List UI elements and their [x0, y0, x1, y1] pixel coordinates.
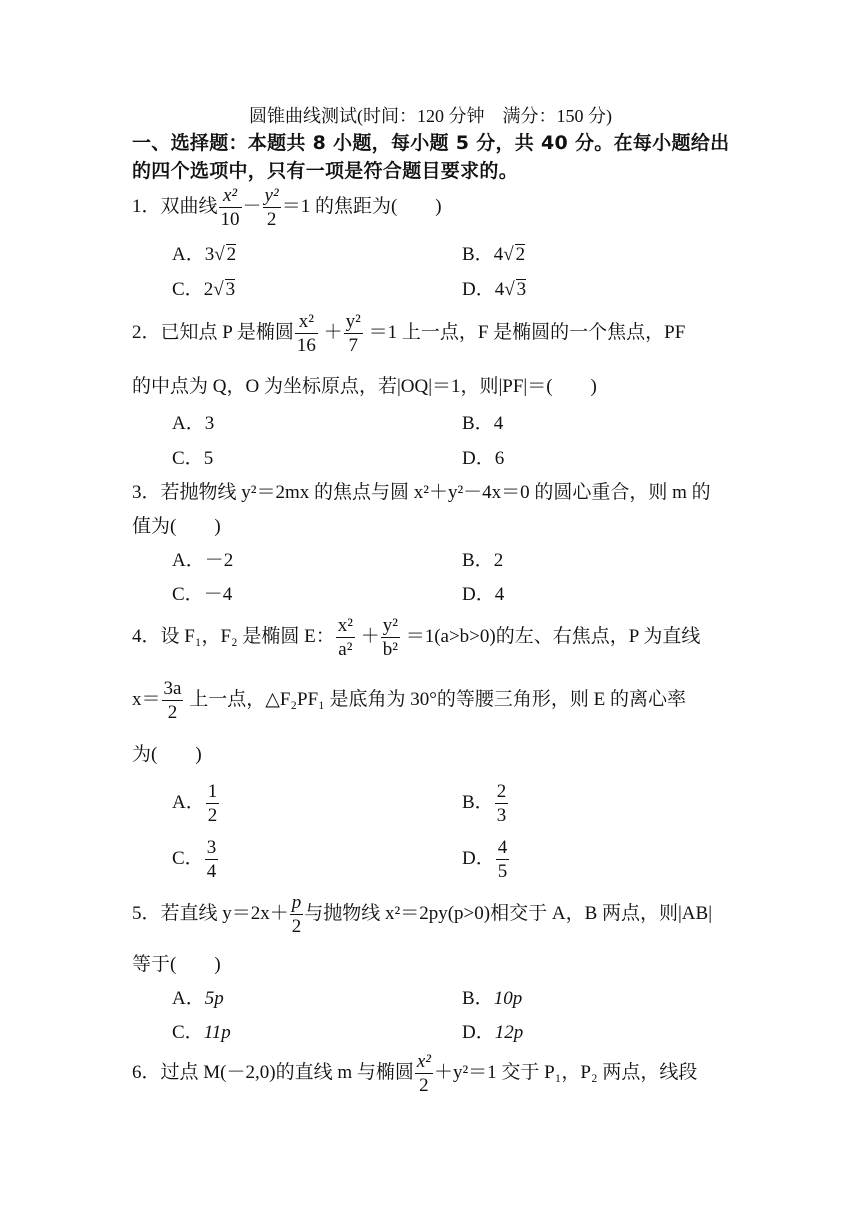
question-3-option-a: A．－2 [172, 550, 234, 571]
question-4-option-a: A． $\frac{1}{2}$ [172, 781, 218, 826]
fraction: $\frac{\text{x²}}{10}$ [220, 185, 240, 230]
question-5-option-a: A．5p [172, 988, 224, 1009]
question-1-option-d: D．4√ 3 [462, 279, 527, 300]
question-4-line3: 为( ) [132, 744, 202, 765]
fraction: $\frac{3}{4}$ [206, 837, 217, 882]
fraction: $\frac{\text{y²}}{2}$ [264, 185, 279, 230]
question-1-option-c: C．2√ 3 [172, 279, 236, 300]
fraction: $\frac{3a}{2}$ [163, 678, 182, 723]
fraction: $\frac{p}{2}$ [291, 892, 302, 937]
question-3-stem: 3．若抛物线 y²＝2mx 的焦点与圆 x²＋y²－4x＝0 的圆心重合，则 m 的 [132, 482, 711, 503]
page-title: 圆锥曲线测试(时间：120 分钟 满分：150 分) [249, 106, 612, 126]
question-2-option-d: D．6 [462, 448, 505, 469]
question-2-option-b: B．4 [462, 413, 504, 434]
question-5-line2: 等于( ) [132, 954, 221, 975]
section-header-line1: 一、选择题：本题共 8 小题，每小题 5 分，共 40 分。在每小题给出 [132, 132, 730, 154]
question-5-option-c: C．11p [172, 1022, 231, 1043]
question-3-option-d: D．4 [462, 584, 505, 605]
question-1-option-a: A．3√ 2 [172, 244, 237, 265]
fraction: $\frac{\text{x²}}{2}$ [416, 1051, 431, 1096]
question-5-option-b: B．10p [462, 988, 523, 1009]
question-2-stem: 2．已知点 P 是椭圆 $\frac{\text{x²}}{16}$ ＋ $\frac{\text{y²}}{7}$ ＝1 上一点，F 是椭圆的一个焦点，PF [132, 311, 686, 356]
fraction: $\frac{4}{5}$ [497, 837, 508, 882]
fraction: $\frac{1}{2}$ [207, 781, 218, 826]
question-3-option-b: B．2 [462, 550, 504, 571]
question-1-stem: 1．双曲线 $\frac{\text{x²}}{10}$ － $\frac{\text{y²}}{2}$ ＝1 的焦距为( ) [132, 185, 442, 230]
question-5-option-d: D．12p [462, 1022, 524, 1043]
question-4-option-d: D． $\frac{4}{5}$ [462, 837, 508, 882]
question-4-option-c: C． $\frac{3}{4}$ [172, 837, 217, 882]
question-2-option-c: C．5 [172, 448, 214, 469]
fraction: $\frac{\text{x²}}{16}$ [296, 311, 316, 356]
question-2-line2: 的中点为 Q，O 为坐标原点，若|OQ|＝1，则|PF|＝( ) [132, 376, 597, 397]
question-3-line2: 值为( ) [132, 516, 221, 537]
question-4-stem: 4．设 F₁，F₂ 是椭圆 E： $\frac{\text{x²}}{\text{a²}}$ ＋ $\frac{\text{y²}}{\text{b²}}$ ＝1(a>b>0)的左、右焦点，P 为直线 [132, 615, 701, 660]
question-5-stem: 5．若直线 y＝2x＋ $\frac{p}{2}$ 与抛物线 x²＝2py(p>0)相交于 A，B 两点，则|AB| [132, 892, 712, 937]
question-4-option-b: B． $\frac{2}{3}$ [462, 781, 507, 826]
question-6-stem: 6．过点 M(－2,0)的直线 m 与椭圆 $\frac{\text{x²}}{2}$ ＋y²＝1 交于 P₁，P₂ 两点，线段 [132, 1051, 698, 1096]
fraction: $\frac{\text{x²}}{\text{a²}}$ [337, 615, 353, 660]
fraction: $\frac{2}{3}$ [496, 781, 507, 826]
question-3-option-c: C．－4 [172, 584, 233, 605]
section-header-line2: 的四个选项中，只有一项是符合题目要求的。 [132, 160, 519, 182]
question-1-option-b: B．4√ 2 [462, 244, 526, 265]
fraction: $\frac{\text{y²}}{7}$ [345, 311, 361, 356]
question-4-line2: x＝ $\frac{3a}{2}$ 上一点，△F₂PF₁ 是底角为 30°的等腰三角形，则 E 的离心率 [132, 678, 686, 723]
fraction: $\frac{\text{y²}}{\text{b²}}$ [382, 615, 398, 660]
question-2-option-a: A．3 [172, 413, 215, 434]
